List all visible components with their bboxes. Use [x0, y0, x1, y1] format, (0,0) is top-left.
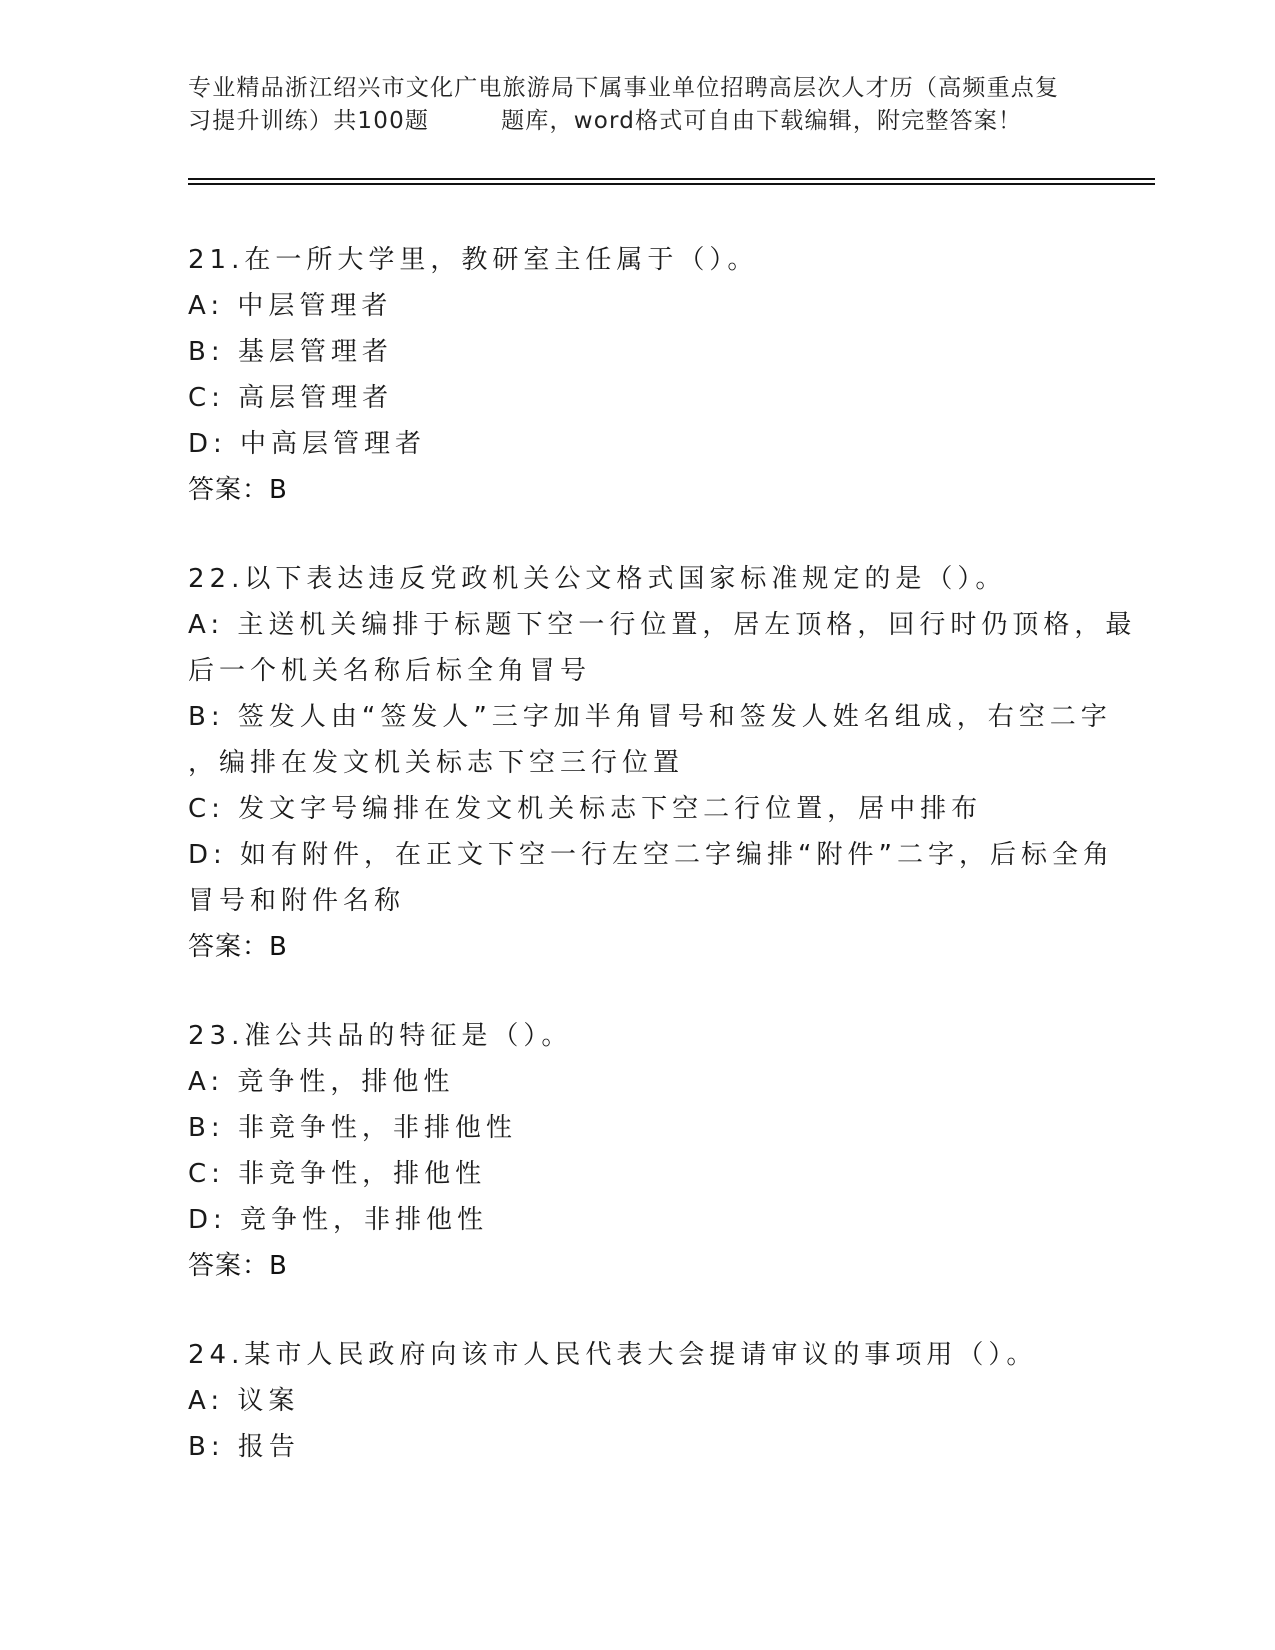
option-c: C: 高层管理者: [188, 383, 394, 413]
option-b: B: 非竞争性，非排他性: [188, 1113, 517, 1143]
question-stem: 23.准公共品的特征是（）。: [188, 1021, 573, 1051]
option-a: A: 主送机关编排于标题下空一行位置，居左顶格，回行时仍顶格，最: [188, 610, 1137, 640]
option-d: D: 竞争性，非排他性: [188, 1205, 489, 1235]
question-stem: 21.在一所大学里，教研室主任属于（）。: [188, 245, 759, 275]
header-title-line-2-right: 题库，word格式可自由下载编辑，附完整答案！: [501, 108, 1023, 134]
question-stem: 22.以下表达违反党政机关公文格式国家标准规定的是（）。: [188, 564, 1007, 594]
option-b-continued: ，编排在发文机关标志下空三行位置: [188, 748, 685, 778]
option-a: A: 竞争性，排他性: [188, 1067, 455, 1097]
option-c: C: 非竞争性，排他性: [188, 1159, 487, 1189]
question-22: [188, 556, 1137, 970]
option-a-continued: 后一个机关名称后标全角冒号: [188, 656, 592, 686]
question-list: [188, 237, 1137, 1513]
header-divider-top: [188, 178, 1155, 180]
question-stem: 24.某市人民政府向该市人民代表大会提请审议的事项用（）。: [188, 1340, 1038, 1370]
option-d: D: 中高层管理者: [188, 429, 427, 459]
option-c: C: 发文字号编排在发文机关标志下空二行位置，居中排布: [188, 794, 983, 824]
option-d-continued: 冒号和附件名称: [188, 886, 406, 916]
option-a: A: 中层管理者: [188, 291, 393, 321]
question-23: [188, 1013, 1088, 1289]
answer: 答案：B: [188, 1251, 288, 1281]
header-title-line-1: 专业精品浙江绍兴市文化广电旅游局下属事业单位招聘高层次人才历（高频重点复: [188, 75, 1060, 101]
option-a: A: 议案: [188, 1386, 300, 1416]
document-header: [188, 72, 1088, 138]
header-title-line-2: [188, 105, 1088, 138]
answer: 答案：B: [188, 932, 288, 962]
option-b: B: 报告: [188, 1432, 300, 1462]
header-divider-bottom: [188, 183, 1155, 185]
option-b: B: 签发人由“签发人”三字加半角冒号和签发人姓名组成，右空二字: [188, 702, 1112, 732]
answer: 答案：B: [188, 475, 288, 505]
question-21: [188, 237, 1088, 513]
option-d: D: 如有附件，在正文下空一行左空二字编排“附件”二字，后标全角: [188, 840, 1114, 870]
header-title-line-2-left: 习提升训练）共100题: [188, 108, 430, 134]
question-24: [188, 1332, 1088, 1470]
option-b: B: 基层管理者: [188, 337, 393, 367]
